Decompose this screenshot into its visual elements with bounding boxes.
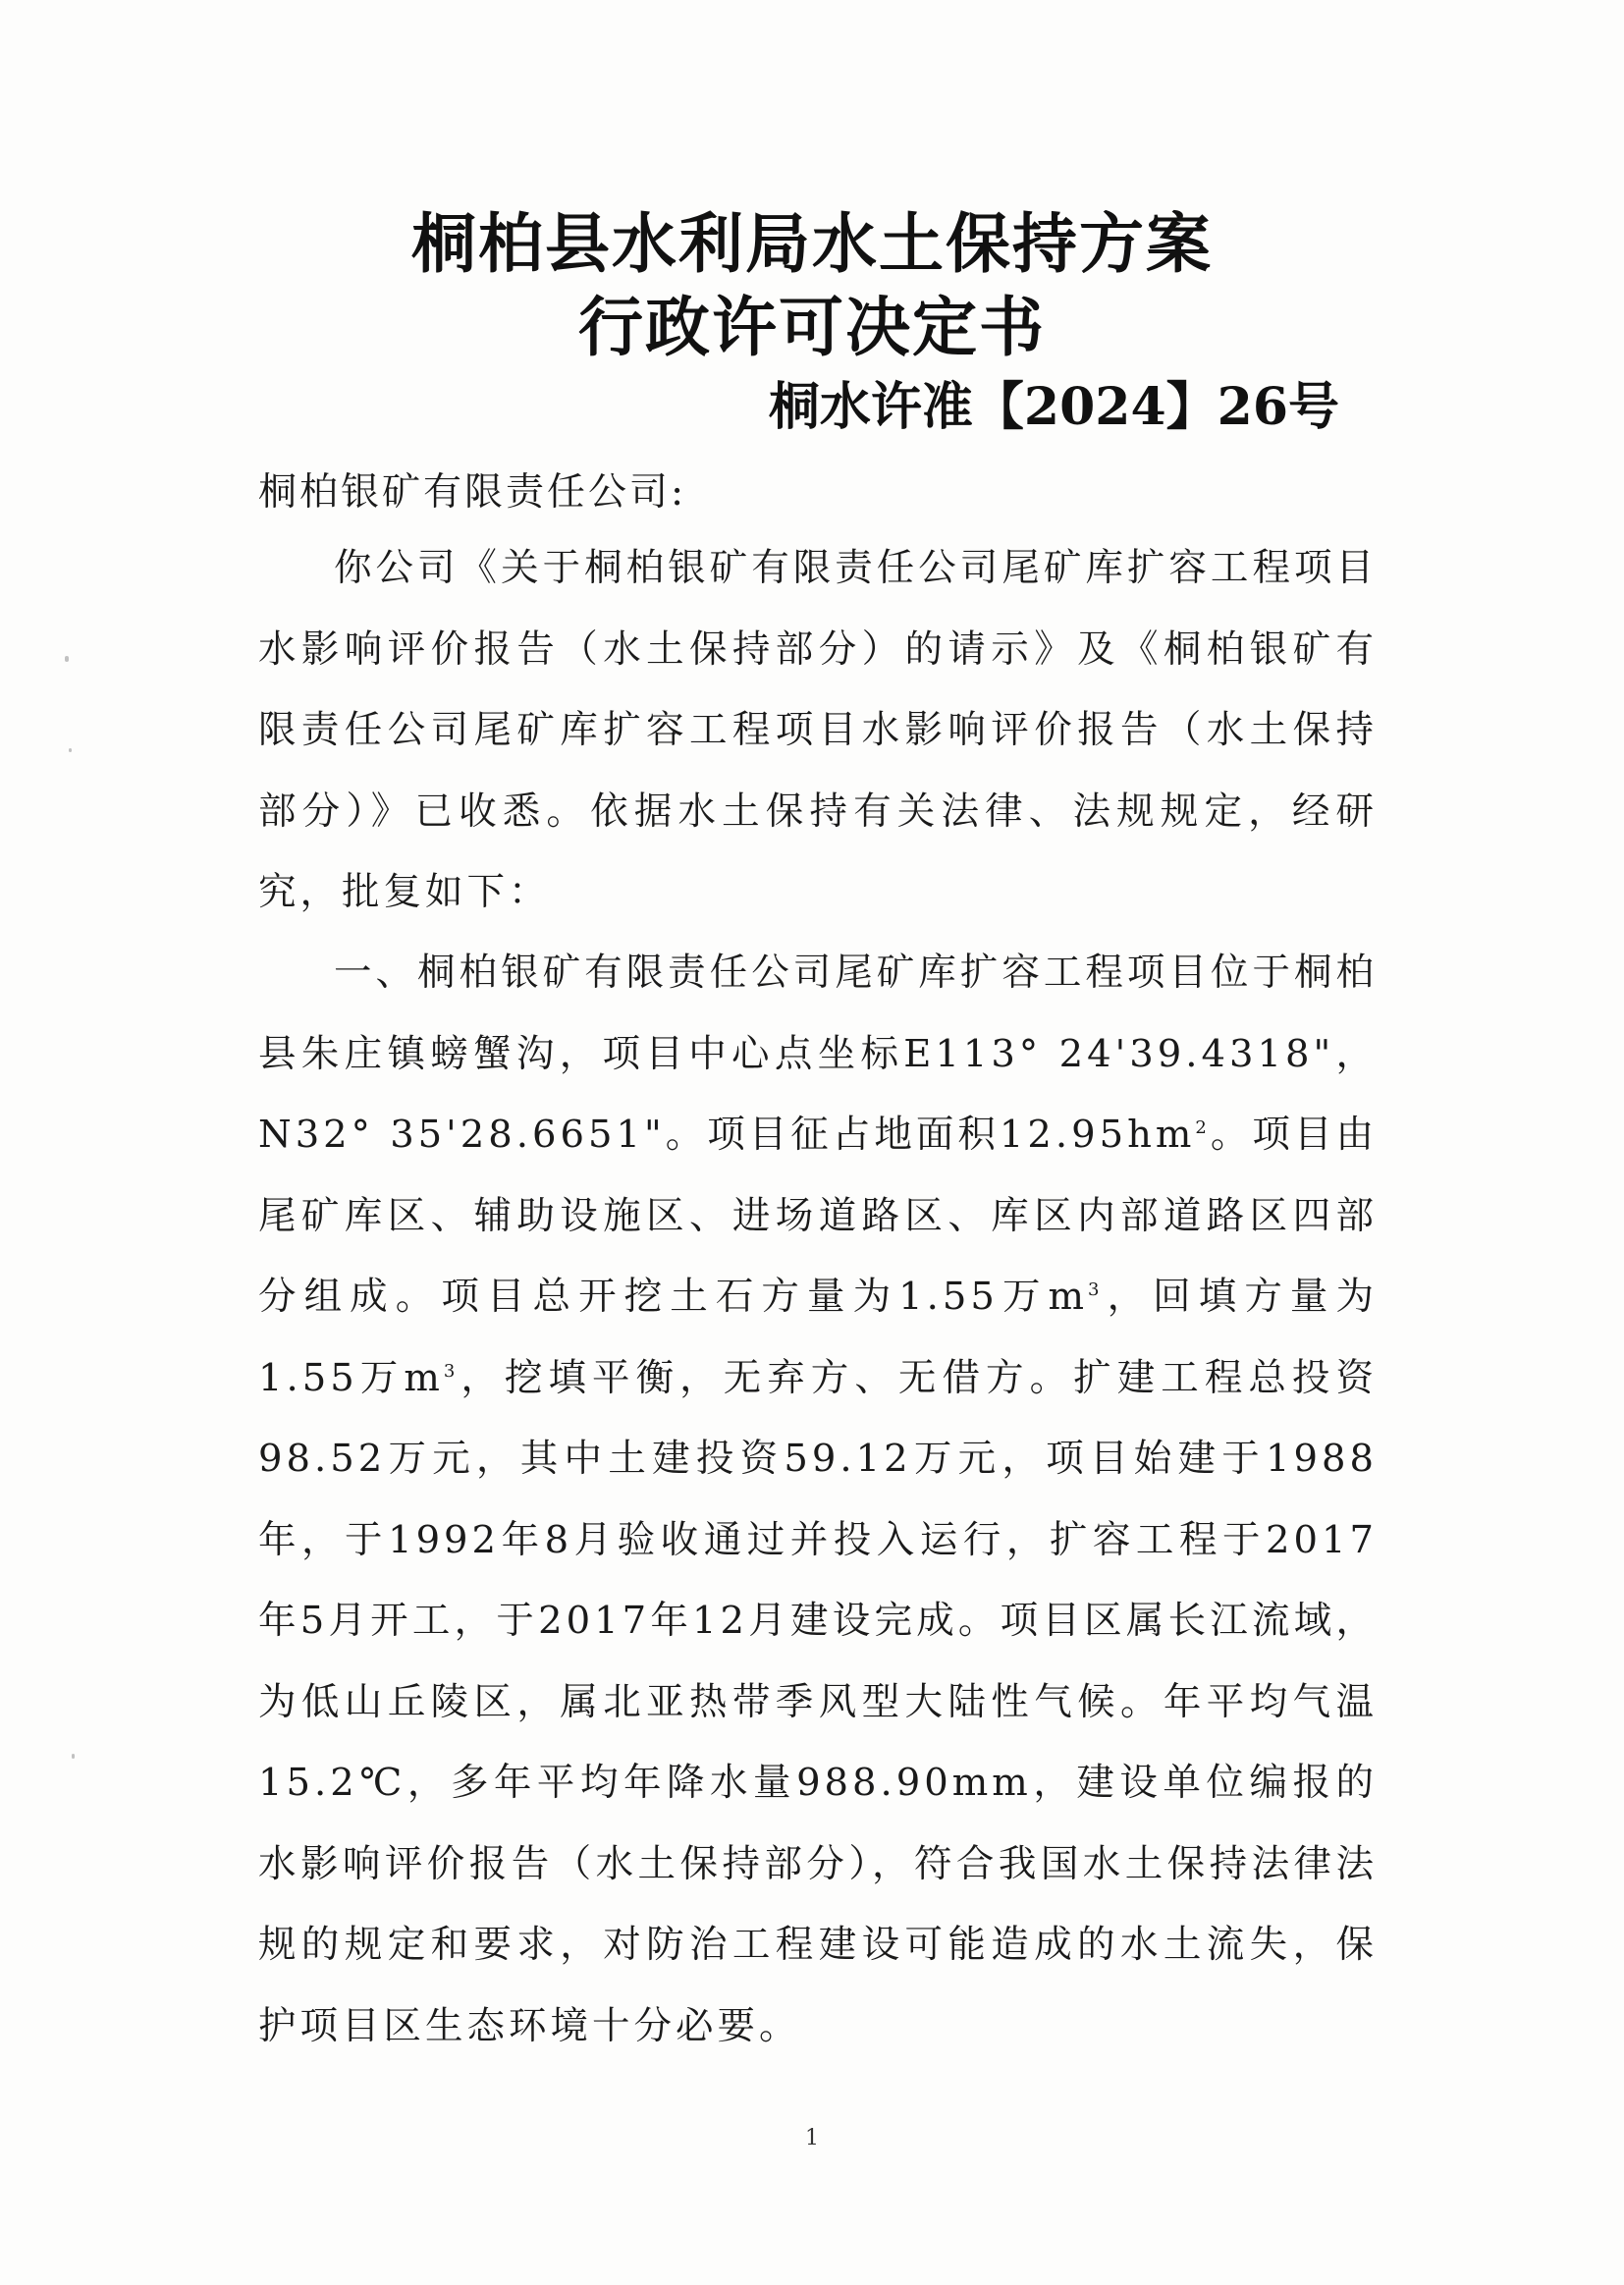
paragraph-text-segment: ，回填方量为1.55万m xyxy=(258,1275,1378,1400)
superscript-3: 3 xyxy=(1088,1279,1104,1301)
paragraph-project-description xyxy=(258,933,1378,2067)
superscript-3: 3 xyxy=(443,1360,460,1382)
scan-speck xyxy=(72,1754,75,1759)
superscript-2: 2 xyxy=(1195,1117,1211,1139)
document-title-line-1: 桐柏县水利局水土保持方案 xyxy=(411,205,1213,282)
paragraph-text-segment: 。项目由尾矿库区、辅助设施区、进场道路区、库区内部道路区四部分组成。项目总开挖土石方量为1.55万m xyxy=(258,1113,1378,1319)
paragraph-text-segment: ，挖填平衡，无弃方、无借方。扩建工程总投资98.52万元，其中土建投资59.12万元，项目始建于1988年，于1992年8月验收通过并投入运行，扩容工程于2017年5月开工，于2017年12月建设完成。项目区属长江流域，为低山丘陵区，属北亚热带季风型大陆性气候。年平均气温15.2℃，多年平均年降水量988.90mm，建设单位编报的水影响评价报告（水土保持部分），符合我国水土保持法律法规的规定和要求，对防治工程建设可能造成的水土流失，保护项目区生态环境十分必要。 xyxy=(258,1355,1378,2048)
scan-speck xyxy=(69,748,72,752)
scan-speck xyxy=(65,656,69,662)
paragraph-request-received: 你公司《关于桐柏银矿有限责任公司尾矿库扩容工程项目水影响评价报告（水土保持部分）的请示》及《桐柏银矿有限责任公司尾矿库扩容工程项目水影响评价报告（水土保持部分）》已收悉。依据水土保持有关法律、法规规定，经研究，批复如下： xyxy=(258,546,1378,914)
document-number: 桐水许准【2024】26号 xyxy=(768,377,1339,437)
addressee: 桐柏银矿有限责任公司: xyxy=(258,470,687,515)
document-title-line-2: 行政许可决定书 xyxy=(578,289,1046,365)
page-number: 1 xyxy=(805,2126,819,2150)
paragraph-text-segment: 一、桐柏银矿有限责任公司尾矿库扩容工程项目位于桐柏县朱庄镇螃蟹沟，项目中心点坐标E113° 24'39.4318"，N32° 35'28.6651"。项目征占地面积12.95hm xyxy=(258,951,1378,1157)
